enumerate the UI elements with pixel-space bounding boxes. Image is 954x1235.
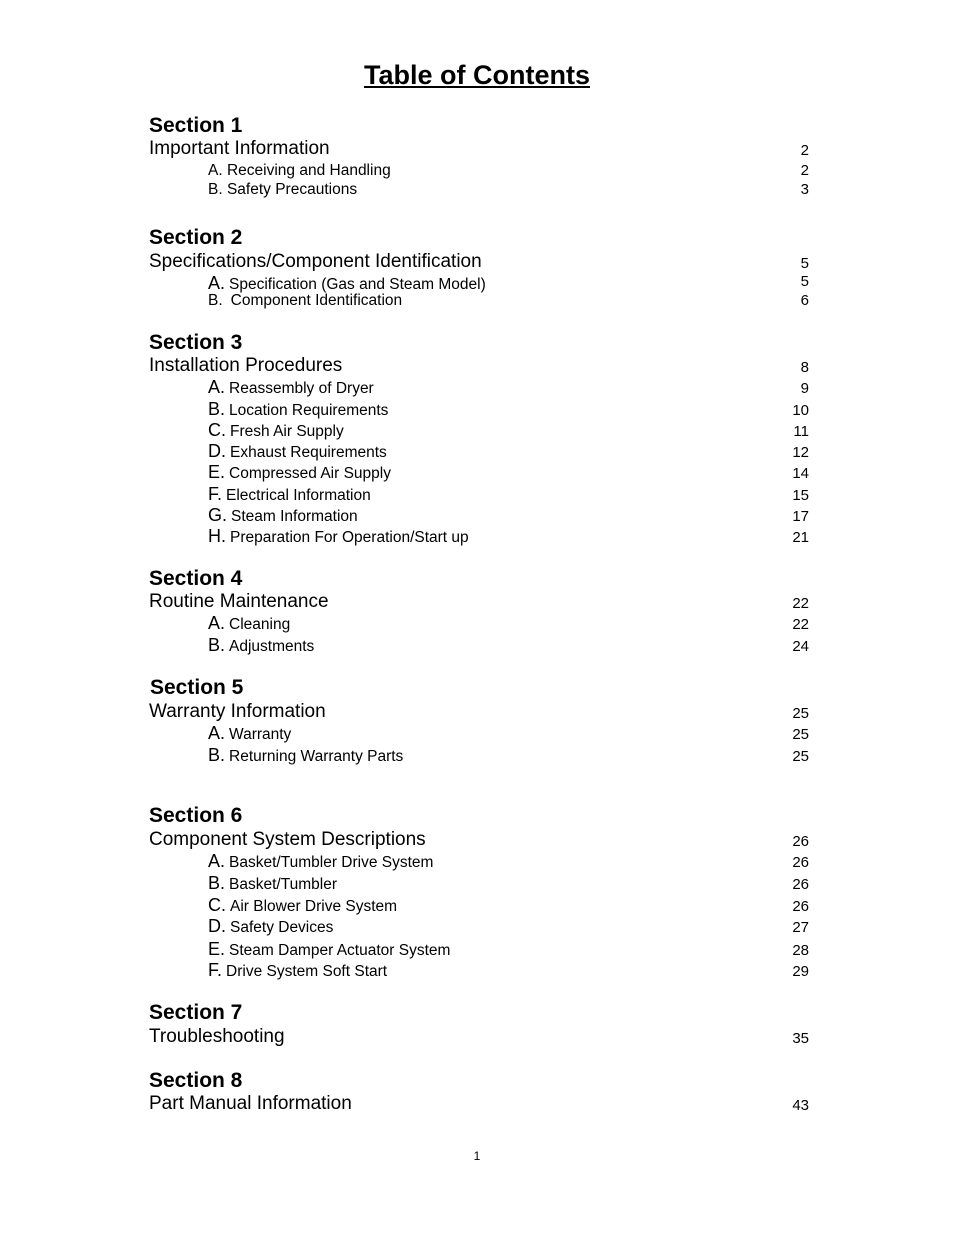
toc-subentry[interactable] xyxy=(149,399,809,421)
toc-subentry[interactable] xyxy=(149,292,809,314)
toc-entry[interactable] xyxy=(149,701,809,723)
toc-entry[interactable] xyxy=(149,355,809,377)
entry-letter: G. xyxy=(208,505,228,525)
entry-title: Installation Procedures xyxy=(149,355,343,376)
section-heading: Section 6 xyxy=(149,804,243,827)
entry-label: Preparation For Operation/Start up xyxy=(230,529,469,546)
entry-letter: D. xyxy=(208,441,226,461)
page-ref: 15 xyxy=(792,487,809,504)
entry-title: Specifications/Component Identification xyxy=(149,251,482,272)
entry-letter: B. xyxy=(208,292,223,309)
page-ref: 29 xyxy=(792,963,809,980)
entry-label: Cleaning xyxy=(229,616,291,633)
entry-letter: E. xyxy=(208,462,226,482)
entry-label: Safety Devices xyxy=(230,919,334,936)
entry-label: Returning Warranty Parts xyxy=(229,748,404,765)
toc-entry[interactable] xyxy=(149,1026,809,1048)
entry-label: Air Blower Drive System xyxy=(230,898,398,915)
page-ref: 25 xyxy=(792,748,809,765)
entry-title: Important Information xyxy=(149,138,330,159)
page-ref: 8 xyxy=(800,359,809,376)
entry-label: Safety Precautions xyxy=(226,181,358,198)
section-heading: Section 7 xyxy=(149,1001,243,1024)
toc-subentry[interactable] xyxy=(149,960,809,982)
toc-subentry[interactable] xyxy=(149,895,809,917)
entry-title: Component System Descriptions xyxy=(149,829,426,850)
page-number: 1 xyxy=(473,1149,481,1163)
page-ref: 25 xyxy=(792,705,809,722)
toc-subentry[interactable] xyxy=(149,505,809,527)
page-ref: 14 xyxy=(792,465,809,482)
entry-label: Adjustments xyxy=(229,638,315,655)
page-ref: 5 xyxy=(800,255,809,272)
entry-letter: H. xyxy=(208,526,226,546)
entry-letter: B. xyxy=(208,873,226,893)
entry-label: Fresh Air Supply xyxy=(230,423,344,440)
page-ref: 22 xyxy=(792,595,809,612)
entry-letter: A. xyxy=(208,377,226,397)
entry-label: Location Requirements xyxy=(229,402,389,419)
section-heading: Section 2 xyxy=(149,226,243,249)
toc-subentry[interactable] xyxy=(149,635,809,657)
section-heading: Section 4 xyxy=(149,567,243,590)
entry-letter: B. xyxy=(208,181,223,198)
page-ref: 10 xyxy=(792,402,809,419)
toc-subentry[interactable] xyxy=(149,745,809,767)
page-ref: 24 xyxy=(792,638,809,655)
page-ref: 26 xyxy=(792,876,809,893)
toc-subentry[interactable] xyxy=(149,526,809,548)
page-ref: 17 xyxy=(792,508,809,525)
toc-entry[interactable] xyxy=(149,251,809,273)
entry-label: Basket/Tumbler xyxy=(229,876,337,893)
toc-entry[interactable] xyxy=(149,1093,809,1115)
entry-label: Drive System Soft Start xyxy=(226,963,388,980)
section-heading: Section 8 xyxy=(149,1069,243,1092)
page-ref: 22 xyxy=(792,616,809,633)
toc-entry[interactable] xyxy=(149,829,809,851)
toc-subentry[interactable] xyxy=(149,377,809,399)
toc-subentry[interactable] xyxy=(149,851,809,873)
toc-subentry[interactable] xyxy=(149,181,809,203)
entry-label: Exhaust Requirements xyxy=(230,444,387,461)
section-heading: Section 1 xyxy=(149,114,243,137)
toc-subentry[interactable] xyxy=(149,873,809,895)
entry-letter: A. xyxy=(208,723,226,743)
toc-subentry[interactable] xyxy=(149,484,809,506)
entry-letter: A. xyxy=(208,613,226,633)
page-ref: 21 xyxy=(792,529,809,546)
entry-title: Warranty Information xyxy=(149,701,326,722)
page-ref: 2 xyxy=(800,162,809,179)
entry-letter: B. xyxy=(208,399,226,419)
entry-label: Specification (Gas and Steam Model) xyxy=(229,276,486,293)
page-title: Table of Contents xyxy=(364,60,590,90)
entry-letter: A. xyxy=(208,273,226,293)
entry-letter: C. xyxy=(208,420,226,440)
toc-subentry[interactable] xyxy=(149,916,809,938)
page-ref: 28 xyxy=(792,942,809,959)
entry-label: Electrical Information xyxy=(226,487,371,504)
page-ref: 2 xyxy=(800,142,809,159)
toc-subentry[interactable] xyxy=(149,462,809,484)
entry-label: Receiving and Handling xyxy=(226,162,391,179)
toc-subentry[interactable] xyxy=(149,441,809,463)
entry-label: Reassembly of Dryer xyxy=(229,380,374,397)
entry-label: Component Identification xyxy=(230,292,403,309)
page-ref: 12 xyxy=(792,444,809,461)
page-ref: 26 xyxy=(792,898,809,915)
entry-title: Routine Maintenance xyxy=(149,591,329,612)
page-ref: 5 xyxy=(800,273,809,290)
page-ref: 11 xyxy=(793,423,809,440)
entry-letter: B. xyxy=(208,745,226,765)
entry-title: Part Manual Information xyxy=(149,1093,352,1114)
entry-letter: A. xyxy=(208,162,223,179)
entry-letter: F. xyxy=(208,484,223,504)
entry-label: Basket/Tumbler Drive System xyxy=(229,854,434,871)
toc-entry[interactable] xyxy=(149,138,809,160)
page-ref: 35 xyxy=(792,1030,809,1047)
toc-subentry[interactable] xyxy=(149,613,809,635)
page-ref: 3 xyxy=(800,181,809,198)
entry-letter: D. xyxy=(208,916,226,936)
entry-letter: C. xyxy=(208,895,226,915)
toc-subentry[interactable] xyxy=(149,939,809,961)
entry-label: Steam Information xyxy=(231,508,358,525)
page-ref: 27 xyxy=(792,919,809,936)
entry-title: Troubleshooting xyxy=(149,1026,285,1047)
toc-subentry[interactable] xyxy=(149,420,809,442)
page-ref: 6 xyxy=(800,292,809,309)
toc-entry[interactable] xyxy=(149,591,809,613)
entry-letter: B. xyxy=(208,635,226,655)
page-ref: 25 xyxy=(792,726,809,743)
entry-letter: F. xyxy=(208,960,223,980)
entry-letter: E. xyxy=(208,939,226,959)
toc-subentry[interactable] xyxy=(149,723,809,745)
page-ref: 9 xyxy=(800,380,809,397)
entry-label: Warranty xyxy=(229,726,292,743)
page-ref: 43 xyxy=(792,1097,809,1114)
entry-label: Steam Damper Actuator System xyxy=(229,942,451,959)
section-heading: Section 3 xyxy=(149,331,243,354)
section-heading: Section 5 xyxy=(150,676,244,699)
page-ref: 26 xyxy=(792,833,809,850)
page-ref: 26 xyxy=(792,854,809,871)
entry-letter: A. xyxy=(208,851,226,871)
entry-label: Compressed Air Supply xyxy=(229,465,391,482)
